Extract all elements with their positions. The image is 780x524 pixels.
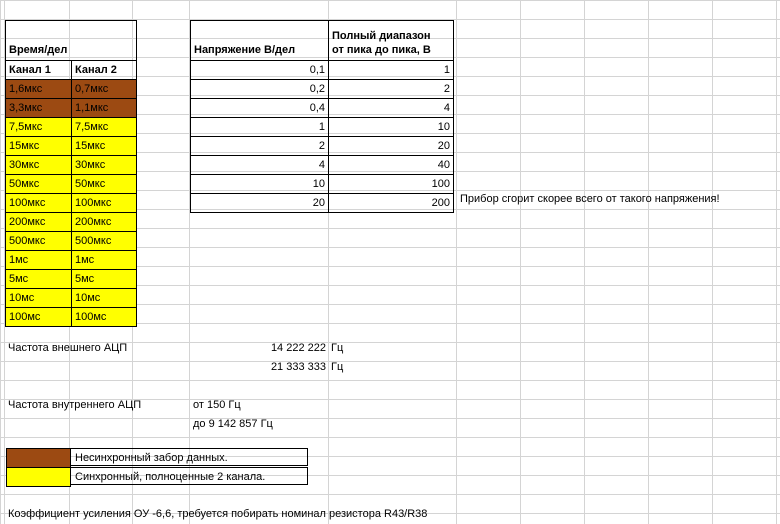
- channel-1-cell[interactable]: 3,3мкс: [6, 99, 72, 118]
- channel-1-cell[interactable]: 100мс: [6, 308, 72, 327]
- ext-adc-unit-2[interactable]: Гц: [331, 361, 344, 373]
- ext-adc-unit-1[interactable]: Гц: [331, 342, 344, 354]
- grid-line: [648, 0, 649, 524]
- voltage-header[interactable]: Напряжение В/дел: [191, 21, 329, 61]
- voltage-table-row: [191, 194, 454, 213]
- channel-2-cell[interactable]: 1,1мкс: [72, 99, 137, 118]
- time-table-row: [6, 80, 137, 99]
- volts-per-div-cell[interactable]: 0,4: [191, 99, 329, 118]
- grid-line: [584, 0, 585, 524]
- time-per-division-table: [5, 20, 137, 327]
- peak-range-cell[interactable]: 2: [329, 80, 454, 99]
- channel-2-cell[interactable]: 10мс: [72, 289, 137, 308]
- channel-2-cell[interactable]: 500мкс: [72, 232, 137, 251]
- gain-note[interactable]: Коэффициент усиления ОУ -6,6, требуется побирать номинал резистора R43/R38: [8, 508, 428, 520]
- time-table-row: [6, 232, 137, 251]
- grid-line: [456, 0, 457, 524]
- time-table-row: [6, 175, 137, 194]
- int-adc-from[interactable]: от 150 Гц: [193, 399, 241, 411]
- voltage-table-row: [191, 156, 454, 175]
- channel-1-cell[interactable]: 15мкс: [6, 137, 72, 156]
- channel-1-cell[interactable]: 10мс: [6, 289, 72, 308]
- volts-per-div-cell[interactable]: 2: [191, 137, 329, 156]
- channel-1-cell[interactable]: 100мкс: [6, 194, 72, 213]
- channel-1-cell[interactable]: 7,5мкс: [6, 118, 72, 137]
- ext-adc-value-2[interactable]: 21 333 333: [270, 361, 326, 373]
- grid-line: [520, 0, 521, 524]
- peak-range-cell[interactable]: 1: [329, 61, 454, 80]
- grid-line: [776, 0, 777, 524]
- range-header[interactable]: [329, 21, 454, 61]
- channel-2-cell[interactable]: 50мкс: [72, 175, 137, 194]
- grid-line: [712, 0, 713, 524]
- volts-per-div-cell[interactable]: 10: [191, 175, 329, 194]
- channel-1-cell[interactable]: 1,6мкс: [6, 80, 72, 99]
- burn-warning-note[interactable]: Прибор сгорит скорее всего от такого напряжения!: [460, 193, 720, 205]
- voltage-table: [190, 20, 454, 213]
- channel-1-cell[interactable]: 1мс: [6, 251, 72, 270]
- channel-2-cell[interactable]: 15мкс: [72, 137, 137, 156]
- time-table-row: [6, 289, 137, 308]
- peak-range-cell[interactable]: 40: [329, 156, 454, 175]
- voltage-table-row: [191, 61, 454, 80]
- peak-range-cell[interactable]: 100: [329, 175, 454, 194]
- volts-per-div-cell[interactable]: 0,1: [191, 61, 329, 80]
- channel-2-cell[interactable]: 1мс: [72, 251, 137, 270]
- channel-1-cell[interactable]: 200мкс: [6, 213, 72, 232]
- peak-range-cell[interactable]: 200: [329, 194, 454, 213]
- channel-2-cell[interactable]: 5мс: [72, 270, 137, 289]
- channel-2-cell[interactable]: 200мкс: [72, 213, 137, 232]
- time-table-row: [6, 118, 137, 137]
- channel-2-header[interactable]: Канал 2: [72, 61, 137, 80]
- peak-range-cell[interactable]: 10: [329, 118, 454, 137]
- channel-2-cell[interactable]: 100мкс: [72, 194, 137, 213]
- volts-per-div-cell[interactable]: 0,2: [191, 80, 329, 99]
- channel-1-cell[interactable]: 50мкс: [6, 175, 72, 194]
- channel-2-cell[interactable]: 0,7мкс: [72, 80, 137, 99]
- channel-1-header[interactable]: Канал 1: [6, 61, 72, 80]
- voltage-table-row: [191, 175, 454, 194]
- int-adc-label[interactable]: Частота внутреннего АЦП: [8, 399, 142, 411]
- time-table-row: [6, 213, 137, 232]
- channel-2-cell[interactable]: 30мкс: [72, 156, 137, 175]
- voltage-table-row: [191, 99, 454, 118]
- time-table-row: [6, 308, 137, 327]
- legend-brown-text[interactable]: Несинхронный забор данных.: [70, 448, 308, 466]
- legend-yellow-swatch[interactable]: [6, 467, 71, 487]
- time-table-row: [6, 137, 137, 156]
- peak-range-cell[interactable]: 4: [329, 99, 454, 118]
- time-table-row: [6, 99, 137, 118]
- volts-per-div-cell[interactable]: 4: [191, 156, 329, 175]
- range-header-line1: Полный диапазон: [332, 30, 431, 42]
- channel-1-cell[interactable]: 500мкс: [6, 232, 72, 251]
- time-table-row: [6, 251, 137, 270]
- range-header-line2: от пика до пика, В: [332, 44, 431, 56]
- voltage-table-row: [191, 118, 454, 137]
- voltage-table-row: [191, 137, 454, 156]
- channel-2-cell[interactable]: 7,5мкс: [72, 118, 137, 137]
- ext-adc-value-1[interactable]: 14 222 222: [270, 342, 326, 354]
- channel-1-cell[interactable]: 5мс: [6, 270, 72, 289]
- time-table-row: [6, 156, 137, 175]
- channel-1-cell[interactable]: 30мкс: [6, 156, 72, 175]
- peak-range-cell[interactable]: 20: [329, 137, 454, 156]
- volts-per-div-cell[interactable]: 20: [191, 194, 329, 213]
- voltage-table-row: [191, 80, 454, 99]
- channel-2-cell[interactable]: 100мс: [72, 308, 137, 327]
- ext-adc-label[interactable]: Частота внешнего АЦП: [8, 342, 128, 354]
- volts-per-div-cell[interactable]: 1: [191, 118, 329, 137]
- legend-brown-swatch[interactable]: [6, 448, 71, 468]
- time-table-header[interactable]: Время/дел: [6, 21, 137, 61]
- int-adc-to[interactable]: до 9 142 857 Гц: [193, 418, 273, 430]
- time-table-row: [6, 194, 137, 213]
- legend-yellow-text[interactable]: Синхронный, полноценные 2 канала.: [70, 467, 308, 485]
- time-table-row: [6, 270, 137, 289]
